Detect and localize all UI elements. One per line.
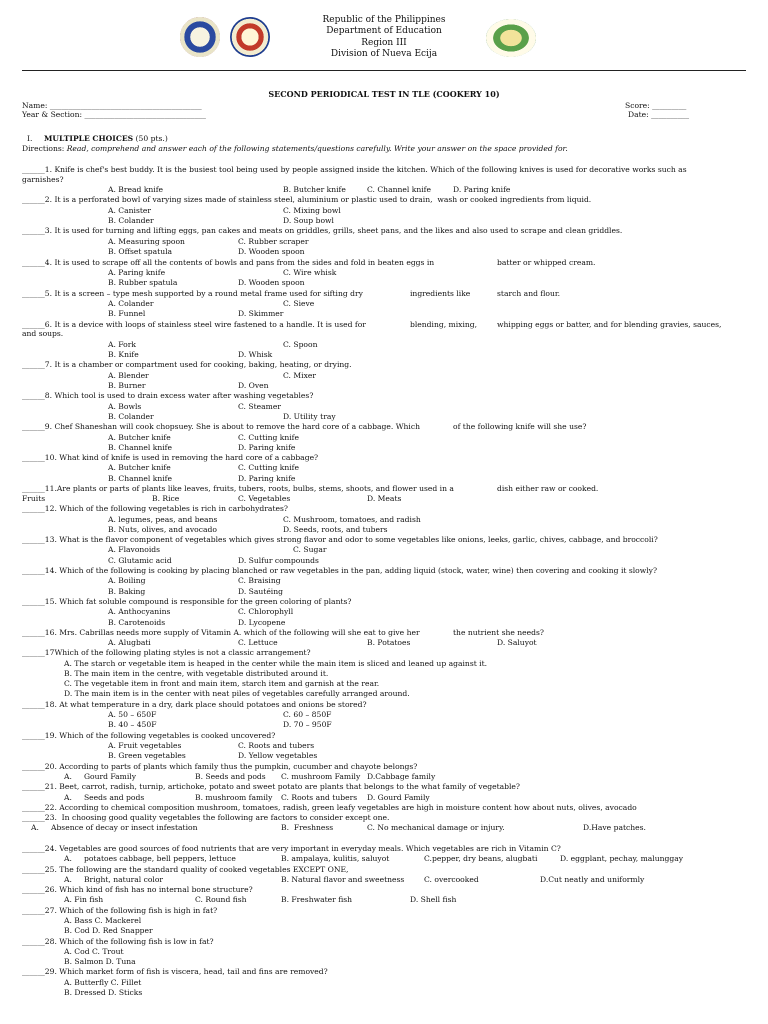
question-line: C. 60 – 850F (283, 710, 332, 719)
question-line: B. Butcher knife (283, 185, 346, 194)
date-field[interactable]: Date: __________ (628, 110, 690, 119)
question-line: A. Alugbati (108, 638, 151, 647)
question-line: C. Mushroom, tomatoes, and radish (283, 515, 421, 524)
question-line: whipping eggs or batter, and for blending gravies, sauces, (497, 320, 722, 329)
header-line-1: Republic of the Philippines (322, 15, 446, 25)
question-line: A. Butcher knife (108, 433, 171, 442)
question-line: ______13. What is the flavor component of vegetables which gives strong flavor and odor to some vegetables like onions, leeks, garlic, chives, cabbage, and broccoli? (22, 535, 658, 544)
question-line: A. Flavonoids (108, 545, 161, 554)
question-line: D. The main item is in the center with neat piles of vegetables carefully arranged around. (64, 689, 410, 698)
question-line: A. legumes, peas, and beans (108, 515, 218, 524)
question-line: C. Cutting knife (238, 433, 299, 442)
question-line: B. Colander (108, 412, 154, 421)
question-line: D. Saluyot (497, 638, 537, 647)
question-line: B. Colander (108, 216, 154, 225)
question-line: A. Fork (108, 340, 136, 349)
section-title: MULTIPLE CHOICES (44, 134, 134, 143)
question-line: D. Whisk (238, 350, 273, 359)
question-line: D. 70 – 950F (283, 720, 332, 729)
question-line: D. Sulfur compounds (238, 556, 319, 565)
question-line: A. Butcher knife (108, 463, 171, 472)
question-line: ______27. Which of the following fish is high in fat? (22, 906, 218, 915)
question-line: and soups. (22, 329, 64, 338)
question-line: B. ampalaya, kulitis, saluyot (281, 854, 390, 863)
question-line: C. Vegetables (238, 494, 291, 503)
question-line: A. Canister (108, 206, 152, 215)
question-line: A. Bowls (108, 402, 142, 411)
directions (22, 144, 568, 153)
question-line: ______11.Are plants or parts of plants like leaves, fruits, tubers, roots, bulbs, stems, shoots, and flower used in a (22, 484, 454, 493)
directions-text: Read, comprehend and answer each of the following statements/questions carefully. Write your answer on the space provided for. (66, 144, 568, 153)
question-line: C. Channel knife (367, 185, 431, 194)
question-line: B. The main item in the centre, with vegetable distributed around it. (64, 669, 329, 678)
question-line: ______4. It is used to scrape off all the contents of bowls and pans from the sides and fold in beaten eggs in (22, 258, 435, 267)
question-line: D.Cabbage family (367, 772, 436, 781)
question-line: ______5. It is a screen – type mesh supported by a round metal frame used for sifting dry (22, 289, 363, 298)
question-line: A. Bread knife (108, 185, 164, 194)
question-line: ______21. Beet, carrot, radish, turnip, artichoke, potato and sweet potato are plants that belongs to the what family of vegetable? (22, 782, 520, 791)
question-line: A. Fin fish (64, 895, 104, 904)
question-line: B. Channel knife (108, 474, 172, 483)
header-line-3: Region III (361, 38, 407, 48)
question-line: ______15. Which fat soluble compound is responsible for the green coloring of plants? (22, 597, 352, 606)
question-line: Fruits (22, 494, 46, 503)
test-title: SECOND PERIODICAL TEST IN TLE (COOKERY 10) (268, 89, 500, 99)
question-line: A. 50 – 650F (108, 710, 157, 719)
question-line: batter or whipped cream. (497, 258, 596, 267)
question-line: ______19. Which of the following vegetables is cooked uncovered? (22, 731, 276, 740)
question-line: ______2. It is a perforated bowl of varying sizes made of stainless steel, aluminium or plastic used to drain, wash or cooked ingredients from liquid. (22, 195, 592, 204)
question-line: A. Absence of decay or insect infestation (31, 823, 198, 832)
question-line: B. Channel knife (108, 443, 172, 452)
question-line: C. Chlorophyll (238, 607, 294, 616)
question-line: B. Seeds and pods (195, 772, 266, 781)
question-line: D. Paring knife (453, 185, 511, 194)
question-line: B. Green vegetables (108, 751, 186, 760)
header-line-2: Department of Education (326, 26, 442, 36)
question-line: A. Measuring spoon (108, 237, 185, 246)
question-line: C. Glutamic acid (108, 556, 172, 565)
question-line: ______23. In choosing good quality vegetables the following are factors to consider except one. (22, 813, 390, 822)
question-line: garnishes? (22, 175, 64, 184)
question-line: ______16. Mrs. Cabrillas needs more supply of Vitamin A. which of the following will she eat to give her (22, 628, 420, 637)
question-line: C. Rubber scraper (238, 237, 309, 246)
question-line: C. Roots and tubers (281, 793, 358, 802)
question-line: A. Butterfly C. Fillet (64, 978, 142, 987)
question-line: ______9. Chef Shaneshan will cook chopsuey. She is about to remove the hard core of a cabbage. Which (22, 422, 421, 431)
question-line: A. potatoes cabbage, bell peppers, lettuce (64, 854, 236, 863)
question-line: C. Spoon (283, 340, 318, 349)
question-line: D. Utility tray (283, 412, 336, 421)
question-line: B. Freshness (281, 823, 334, 832)
question-line: of the following knife will she use? (453, 422, 587, 431)
question-line: A. Bright, natural color (64, 875, 164, 884)
question-line: C. mushroom Family (281, 772, 361, 781)
question-line: B. Funnel (108, 309, 146, 318)
question-line: B. Potatoes (367, 638, 411, 647)
question-line: ______20. According to parts of plants which family thus the pumpkin, cucumber and chayote belongs? (22, 762, 418, 771)
question-line: D. Yellow vegetables (238, 751, 318, 760)
question-line: C. Round fish (195, 895, 247, 904)
question-line: D.Have patches. (583, 823, 646, 832)
question-line: C. Mixer (283, 371, 316, 380)
section-points: (50 pts.) (133, 134, 168, 143)
question-line: B. Rice (152, 494, 180, 503)
question-line: ______17Which of the following plating styles is not a classic arrangement? (22, 648, 311, 657)
question-line: D. Gourd Family (367, 793, 430, 802)
question-line: C. Cutting knife (238, 463, 299, 472)
question-line: A. Boiling (108, 576, 146, 585)
question-line: D. Wooden spoon (238, 247, 305, 256)
question-line: D. Lycopene (238, 618, 286, 627)
question-line: ______25. The following are the standard quality of cooked vegetables EXCEPT ONE, (22, 865, 349, 874)
header-divider (22, 70, 746, 71)
question-line: ______29. Which market form of fish is viscera, head, tail and fins are removed? (22, 967, 328, 976)
question-line: A. Fruit vegetables (108, 741, 182, 750)
header-line-4: Division of Nueva Ecija (330, 49, 438, 59)
question-line: A. The starch or vegetable item is heaped in the center while the main item is sliced and leaned up against it. (64, 659, 488, 668)
question-line: D. Seeds, roots, and tubers (283, 525, 388, 534)
question-line: B. 40 – 450F (108, 720, 157, 729)
section-heading (44, 134, 168, 143)
question-line: B. Baking (108, 587, 146, 596)
question-line: ______18. At what temperature in a dry, dark place should potatoes and onions be stored? (22, 700, 367, 709)
question-line: B. Nuts, olives, and avocado (108, 525, 217, 534)
question-line: C. Lettuce (238, 638, 278, 647)
question-line: B. Carotenoids (108, 618, 166, 627)
question-line: ______22. According to chemical composition mushroom, tomatoes, radish, green leafy vegetables are high in moisture content how about nuts, olives, avocado (22, 803, 637, 812)
question-line: A. Bass C. Mackerel (64, 916, 142, 925)
question-line: D. Shell fish (410, 895, 457, 904)
question-line: B. Salmon D. Tuna (64, 957, 136, 966)
question-line: D. Meats (367, 494, 402, 503)
question-line: A. Colander (108, 299, 154, 308)
question-line: B. Dressed D. Sticks (64, 988, 143, 997)
question-line: starch and flour. (497, 289, 561, 298)
question-line: D. Soup bowl (283, 216, 334, 225)
question-line: B. Rubber spatula (108, 278, 178, 287)
question-line: D. Wooden spoon (238, 278, 305, 287)
name-field[interactable]: Name: ________________________________________ (22, 101, 202, 110)
question-line: ______14. Which of the following is cooking by placing blanched or raw vegetables in the pan, adding liquid (stock, water, wine) then covering and cooking it slowly? (22, 566, 658, 575)
question-line: B. Burner (108, 381, 146, 390)
question-line: the nutrient she needs? (453, 628, 544, 637)
question-line: C. The vegetable item in front and main item, starch item and garnish at the rear. (64, 679, 380, 688)
question-line: ______12. Which of the following vegetables is rich in carbohydrates? (22, 504, 288, 513)
question-line: D. eggplant, pechay, malunggay (560, 854, 684, 863)
question-line: C. Steamer (238, 402, 281, 411)
question-line: D. Oven (238, 381, 269, 390)
question-line: ______24. Vegetables are good sources of food nutrients that are very important in everyday meals. Which vegetables are rich in Vitamin C? (22, 844, 561, 853)
question-line: A. Cod C. Trout (64, 947, 124, 956)
score-field[interactable]: Score: _________ (625, 101, 687, 110)
question-line: D. Skimmer (238, 309, 284, 318)
question-line: ______10. What kind of knife is used in removing the hard core of a cabbage? (22, 453, 319, 462)
question-line: B. Offset spatula (108, 247, 173, 256)
question-line: C. No mechanical damage or injury. (367, 823, 505, 832)
question-line: C. Mixing bowl (283, 206, 341, 215)
question-line: ingredients like (410, 289, 471, 298)
question-line: blending, mixing, (410, 320, 478, 329)
question-line: A. Blender (108, 371, 149, 380)
question-line: ______3. It is used for turning and lifting eggs, pan cakes and meats on griddles, grills, sheet pans, and the likes and also used to scrape and clean griddles. (22, 226, 623, 235)
question-line: D. Paring knife (238, 443, 296, 452)
question-line: D.Cut neatly and uniformly (540, 875, 645, 884)
question-line: C. Sieve (283, 299, 315, 308)
question-line: ______8. Which tool is used to drain excess water after washing vegetables? (22, 391, 314, 400)
question-line: D. Paring knife (238, 474, 296, 483)
question-line: C. overcooked (424, 875, 479, 884)
question-line: B. Natural flavor and sweetness (281, 875, 405, 884)
question-line: A. Paring knife (108, 268, 166, 277)
question-line: dish either raw or cooked. (497, 484, 599, 493)
question-line: ______1. Knife is chef's best buddy. It is the busiest tool being used by people assigned inside the kitchen. Which of the following knives is used for decorative works such as (22, 165, 687, 174)
question-line: A. Anthocyanins (108, 607, 171, 616)
question-line: ______26. Which kind of fish has no internal bone structure? (22, 885, 253, 894)
directions-label: Directions: (22, 144, 67, 153)
question-line: B. mushroom family (195, 793, 273, 802)
question-line: D. Sautéing (238, 587, 283, 596)
question-line: ______7. It is a chamber or compartment used for cooking, baking, heating, or drying. (22, 360, 352, 369)
question-line: B. Freshwater fish (281, 895, 353, 904)
question-line: C. Sugar (293, 545, 327, 554)
section-number: I. (27, 134, 33, 143)
question-line: A. Gourd Family (64, 772, 137, 781)
question-line: ______6. It is a device with loops of stainless steel wire fastened to a handle. It is used for (22, 320, 366, 329)
question-line: A. Seeds and pods (64, 793, 145, 802)
question-line: B. Knife (108, 350, 139, 359)
question-line: C.pepper, dry beans, alugbati (424, 854, 538, 863)
question-line: ______28. Which of the following fish is low in fat? (22, 937, 214, 946)
question-line: B. Cod D. Red Snapper (64, 926, 153, 935)
question-line: C. Braising (238, 576, 281, 585)
question-line: C. Roots and tubers (238, 741, 315, 750)
question-line: C. Wire whisk (283, 268, 337, 277)
year-section-field[interactable]: Year & Section: ________________________________ (22, 110, 206, 119)
